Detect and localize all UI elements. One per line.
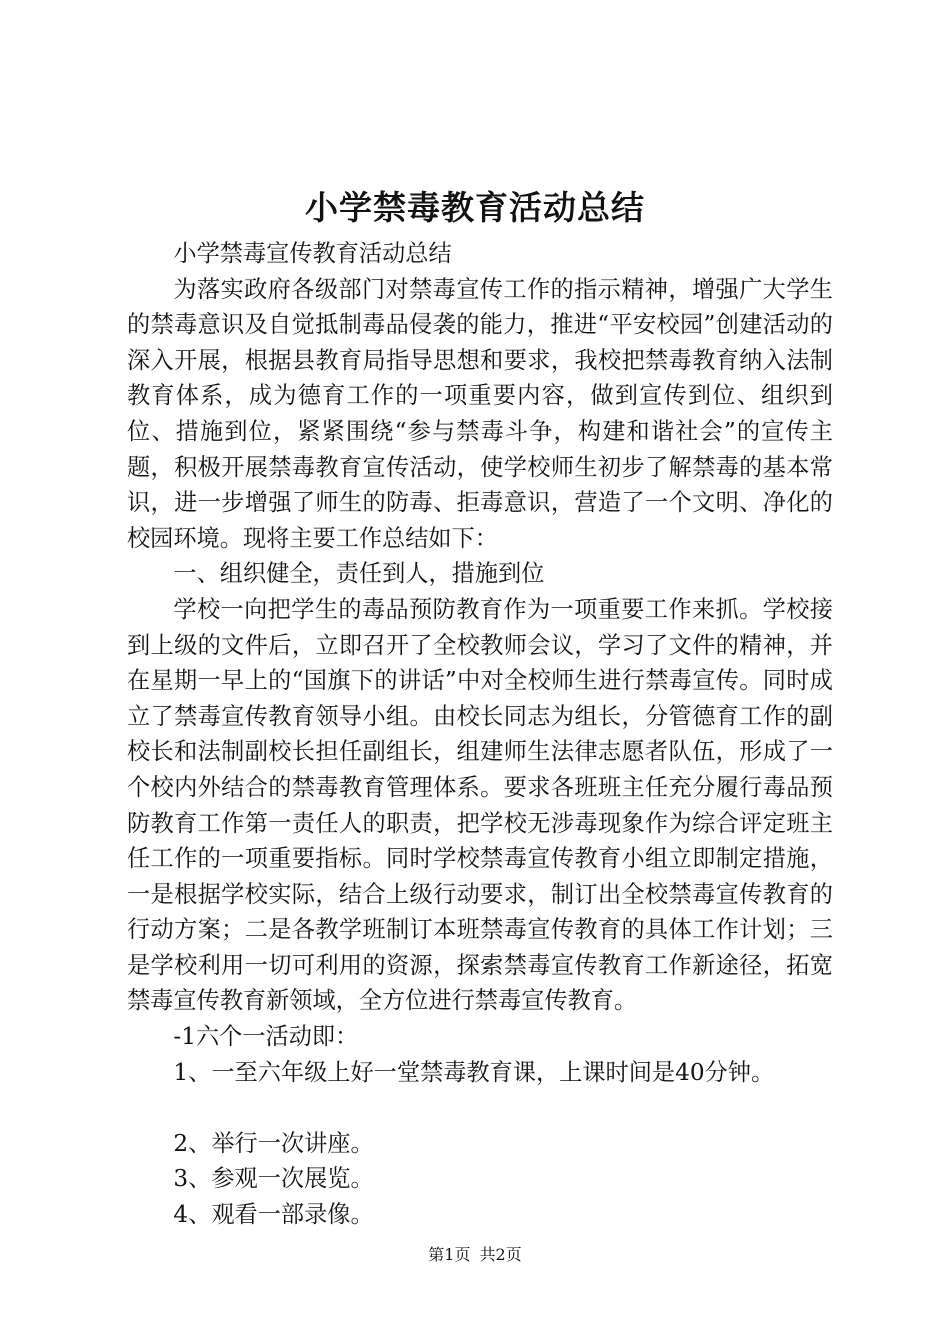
intro-paragraph: 为落实政府各级部门对禁毒宣传工作的指示精神，增强广大学生的禁毒意识及自觉抵制毒品侵袭的能力，推进“平安校园”创建活动的深入开展，根据县教育局指导思想和要求，我校把禁毒教育纳入法制教育体系，成为德育工作的一项重要内容，做到宣传到位、组织到位、措施到位，紧紧围绕“参与禁毒斗争，构建和谐社会”的宣传主题，积极开展禁毒教育宣传活动，使学校师生初步了解禁毒的基本常识，进一步增强了师生的防毒、拒毒意识，营造了一个文明、净化的校园环境。现将主要工作总结如下： <box>127 275 833 552</box>
activity-intro: -1六个一活动即： <box>173 1023 359 1051</box>
page-number: 第1页 <box>428 1245 471 1264</box>
list-item: 3、参观一次展览。 <box>173 1165 374 1193</box>
page-footer <box>0 1245 950 1265</box>
document-title: 小学禁毒教育活动总结 <box>305 188 645 227</box>
document-body <box>127 236 833 1233</box>
body-paragraph: 学校一向把学生的毒品预防教育作为一项重要工作来抓。学校接到上级的文件后，立即召开了全校教师会议，学习了文件的精神，并在星期一早上的“国旗下的讲话”中对全校师生进行禁毒宣传。同时成立了禁毒宣传教育领导小组。由校长同志为组长，分管德育工作的副校长和法制副校长担任副组长，组建师生法律志愿者队伍，形成了一个校内外结合的禁毒教育管理体系。要求各班班主任充分履行毒品预防教育工作第一责任人的职责，把学校无涉毒现象作为综合评定班主任工作的一项重要指标。同时学校禁毒宣传教育小组立即制定措施，一是根据学校实际，结合上级行动要求，制订出全校禁毒宣传教育的行动方案；二是各教学班制订本班禁毒宣传教育的具体工作计划；三是学校利用一切可利用的资源，探索禁毒宣传教育工作新途径，拓宽禁毒宣传教育新领域，全方位进行禁毒宣传教育。 <box>127 595 833 1015</box>
list-item: 4、观看一部录像。 <box>173 1201 374 1229</box>
list-item: 1、一至六年级上好一堂禁毒教育课，上课时间是40分钟。 <box>173 1058 775 1086</box>
list-item: 2、举行一次讲座。 <box>173 1129 374 1157</box>
subtitle-paragraph: 小学禁毒宣传教育活动总结 <box>173 240 452 267</box>
section-heading: 一、组织健全，责任到人，措施到位 <box>173 560 545 588</box>
page-total: 共2页 <box>479 1245 522 1264</box>
